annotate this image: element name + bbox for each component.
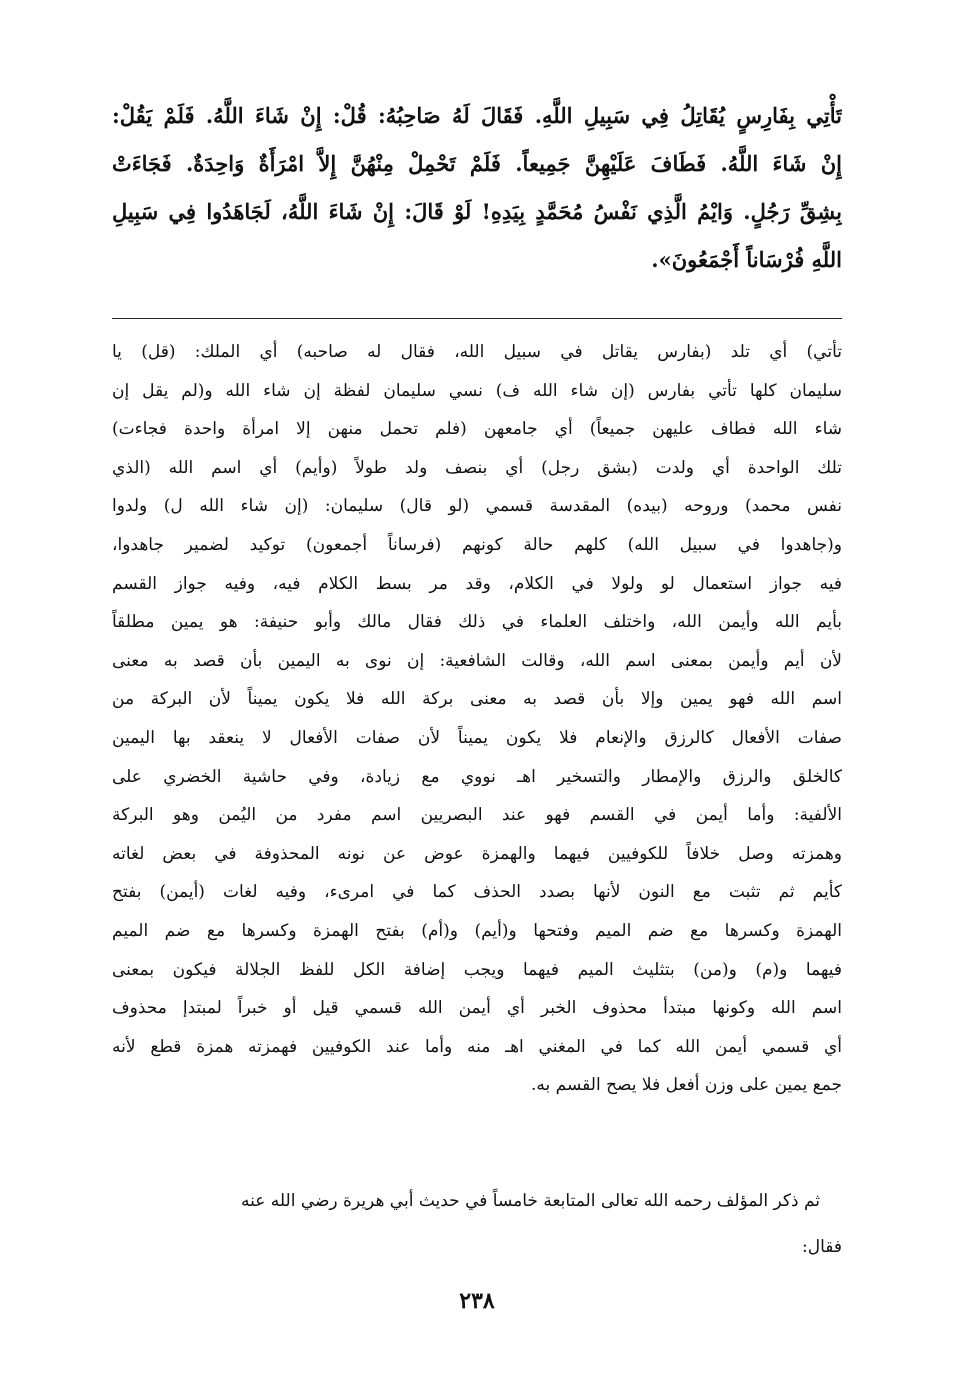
commentary-line: صفات الأفعال كالرزق والإنعام فلا يكون يميناً لأن صفات الأفعال لا ينعقد بها اليمين bbox=[112, 727, 842, 748]
commentary-line: كأيم ثم تثبت مع النون لأنها بصدد الحذف كما في امرىء، وفيه لغات (أيمن) بفتح bbox=[112, 882, 842, 903]
commentary-line: لأن أيم وأيمن بمعنى اسم الله، وقالت الشافعية: إن نوى به اليمين بأن قصد به معنى bbox=[112, 650, 842, 671]
hadith-text-block bbox=[112, 92, 842, 284]
commentary-line: تأتي) أي تلد (بفارس يقاتل في سبيل الله، فقال له صاحبه) أي الملك: (قل) يا bbox=[112, 342, 842, 362]
commentary-line: اسم الله وكونها مبتدأ محذوف الخبر أي أيمن الله قسمي قيل أو خبراً لمبتدإ محذوف bbox=[112, 998, 842, 1019]
author-note-line: ثم ذكر المؤلف رحمه الله تعالى المتابعة خامساً في حديث أبي هريرة رضي الله عنه bbox=[240, 1191, 820, 1211]
commentary-line: اسم الله فهو يمين وإلا بأن قصد به معنى بركة الله فلا يكون يميناً لأن البركة من bbox=[112, 689, 842, 710]
page-number: ٢٣٨ bbox=[459, 1288, 495, 1314]
commentary-line: فيهما و(م) و(من) بتثليث الميم فيهما ويجب إضافة الكل للفظ الجلالة فيكون بمعنى bbox=[112, 959, 842, 980]
commentary-line: تلك الواحدة أي ولدت (بشق رجل) أي بنصف ولد طولاً (وأيم) أي اسم الله (الذي bbox=[112, 457, 842, 478]
author-note-block bbox=[112, 1178, 842, 1270]
hadith-line: بِشِقِّ رَجُلٍ. وَايْمُ الَّذِي نَفْسُ مُحَمَّدٍ بِيَدِهِ! لَوْ قَالَ: إِنْ شَاءَ اللَّهُ، لَجَاهَدُوا فِي سَبِيلِ bbox=[112, 199, 842, 224]
commentary-line: أي قسمي أيمن الله كما في المغني اهـ منه وأما عند الكوفيين فهمزته همزة قطع لأنه bbox=[112, 1036, 842, 1057]
hadith-line: إِنْ شَاءَ اللَّهُ. فَطَافَ عَلَيْهِنَّ جَمِيعاً. فَلَمْ تَحْمِلْ مِنْهُنَّ إِلاَّ امْرَأَةٌ وَاحِدَةٌ. فَجَاءَتْ bbox=[112, 151, 842, 176]
commentary-line: فيه جواز استعمال لو ولولا في الكلام، وقد مر بسط الكلام فيه، وفيه جواز القسم bbox=[112, 573, 842, 594]
commentary-line: وهمزته وصل خلافاً للكوفيين فيهما والهمزة عوض عن نونه المحذوفة في بعض لغاته bbox=[112, 843, 842, 864]
commentary-line: سليمان كلها تأتي بفارس (إن شاء الله ف) نسي سليمان لفظة إن شاء الله و(لم يقل إن bbox=[112, 380, 842, 401]
commentary-line: الهمزة وكسرها مع ضم الميم وفتحها و(أيم) و(أم) بفتح الهمزة وكسرها مع ضم الميم bbox=[112, 920, 842, 941]
commentary-line: شاء الله فطاف عليهن جميعاً) أي جامعهن (فلم تحمل منهن إلا امرأة واحدة فجاءت) bbox=[112, 419, 842, 440]
hadith-line: اللَّهِ فُرْسَاناً أَجْمَعُونَ». bbox=[651, 247, 842, 272]
commentary-block bbox=[112, 333, 842, 1105]
footnote-separator-rule bbox=[112, 318, 842, 319]
commentary-line: كالخلق والرزق والإمطار والتسخير اهـ نووي مع زيادة، وفي حاشية الخضري على bbox=[112, 766, 842, 787]
hadith-line: تَأْتِي بِفَارِسٍ يُقَاتِلُ فِي سَبِيلِ اللَّهِ. فَقَالَ لَهُ صَاحِبُهُ: قُلْ: إِنْ شَاءَ اللَّهُ. فَلَمْ يَقُلْ: bbox=[112, 103, 842, 128]
commentary-line: و(جاهدوا في سبيل الله) كلهم حالة كونهم (فرساناً أجمعون) توكيد لضمير جاهدوا، bbox=[112, 534, 842, 555]
commentary-line: جمع يمين على وزن أفعل فلا يصح القسم به. bbox=[531, 1075, 842, 1096]
author-note-line: فقال: bbox=[802, 1237, 842, 1257]
commentary-line: بأيم الله وأيمن الله، واختلف العلماء في ذلك فقال مالك وأبو حنيفة: هو يمين مطلقاً bbox=[112, 612, 842, 633]
commentary-line: نفس محمد) وروحه (بيده) المقدسة قسمي (لو قال) سليمان: (إن شاء الله ل) ولدوا bbox=[112, 496, 842, 517]
commentary-line: الألفية: وأما أيمن في القسم فهو عند البصريين اسم مفرد من اليُمن وهو البركة bbox=[112, 805, 842, 826]
